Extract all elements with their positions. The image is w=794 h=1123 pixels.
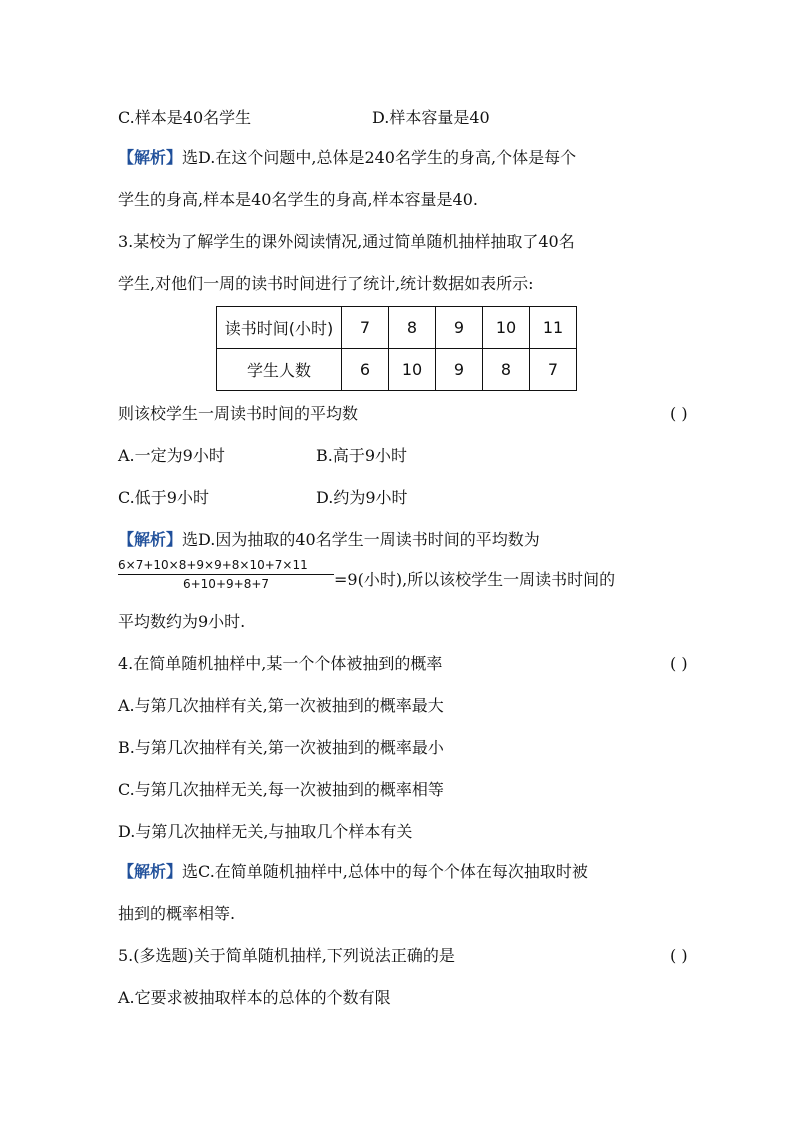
analysis-tag: 【解析】 (118, 862, 183, 881)
fraction-numerator: 6×7+10×8+9×9+8×10+7×11 (118, 558, 308, 572)
table-cell: 10 (483, 307, 530, 349)
table-cell: 10 (389, 349, 436, 391)
table-cell: 8 (389, 307, 436, 349)
table-header-students: 学生人数 (217, 349, 342, 391)
question-3-line2: 学生,对他们一周的读书时间进行了统计,统计数据如表所示: (118, 274, 534, 293)
option-c-q3: C.低于9小时 (118, 488, 209, 507)
analysis-text: 选C.在简单随机抽样中,总体中的每个个体在每次抽取时被 (182, 862, 588, 881)
question-3-line1: 3.某校为了解学生的课外阅读情况,通过简单随机抽样抽取了40名 (118, 232, 575, 251)
table-cell: 6 (342, 349, 389, 391)
option-d-q3: D.约为9小时 (316, 488, 408, 507)
analysis-q4-line2: 抽到的概率相等. (118, 904, 236, 923)
analysis-q3-line2: =9(小时),所以该校学生一周读书时间的 (334, 570, 616, 589)
fraction-denominator: 6+10+9+8+7 (182, 577, 270, 591)
table-cell: 9 (436, 307, 483, 349)
analysis-q2-line2: 学生的身高,样本是40名学生的身高,样本容量是40. (118, 190, 478, 209)
analysis-q2-line1 (118, 148, 576, 168)
analysis-q3-line1 (118, 530, 540, 550)
option-d-q2: D.样本容量是40 (372, 108, 490, 127)
option-b-q4: B.与第几次抽样有关,第一次被抽到的概率最小 (118, 738, 444, 757)
question-3-stem: 则该校学生一周读书时间的平均数 (118, 404, 359, 423)
option-c-q2: C.样本是40名学生 (118, 108, 252, 127)
analysis-text: 选D.在这个问题中,总体是240名学生的身高,个体是每个 (182, 148, 577, 167)
analysis-tag: 【解析】 (118, 148, 183, 167)
option-c-q4: C.与第几次抽样无关,每一次被抽到的概率相等 (118, 780, 444, 799)
table-cell: 9 (436, 349, 483, 391)
table-row (217, 349, 577, 391)
option-a-q4: A.与第几次抽样有关,第一次被抽到的概率最大 (118, 696, 444, 715)
table-cell: 11 (530, 307, 577, 349)
reading-time-table (216, 306, 577, 391)
question-5-stem: 5.(多选题)关于简单随机抽样,下列说法正确的是 (118, 946, 455, 965)
answer-paren-q3: ( ) (670, 404, 688, 423)
mean-fraction (118, 558, 334, 591)
fraction-bar (118, 574, 334, 575)
option-d-q4: D.与第几次抽样无关,与抽取几个样本有关 (118, 822, 413, 841)
analysis-q4-line1 (118, 862, 588, 882)
option-a-q5: A.它要求被抽取样本的总体的个数有限 (118, 988, 391, 1007)
table-cell: 7 (342, 307, 389, 349)
question-4-stem: 4.在简单随机抽样中,某一个个体被抽到的概率 (118, 654, 443, 673)
option-a-q3: A.一定为9小时 (118, 446, 225, 465)
table-cell: 7 (530, 349, 577, 391)
table-header-hours: 读书时间(小时) (217, 307, 342, 349)
analysis-tag: 【解析】 (118, 530, 183, 549)
option-b-q3: B.高于9小时 (316, 446, 408, 465)
analysis-text: 选D.因为抽取的40名学生一周读书时间的平均数为 (182, 530, 540, 549)
analysis-q3-line3: 平均数约为9小时. (118, 612, 246, 631)
table-row (217, 307, 577, 349)
table-cell: 8 (483, 349, 530, 391)
answer-paren-q4: ( ) (670, 654, 688, 673)
answer-paren-q5: ( ) (670, 946, 688, 965)
